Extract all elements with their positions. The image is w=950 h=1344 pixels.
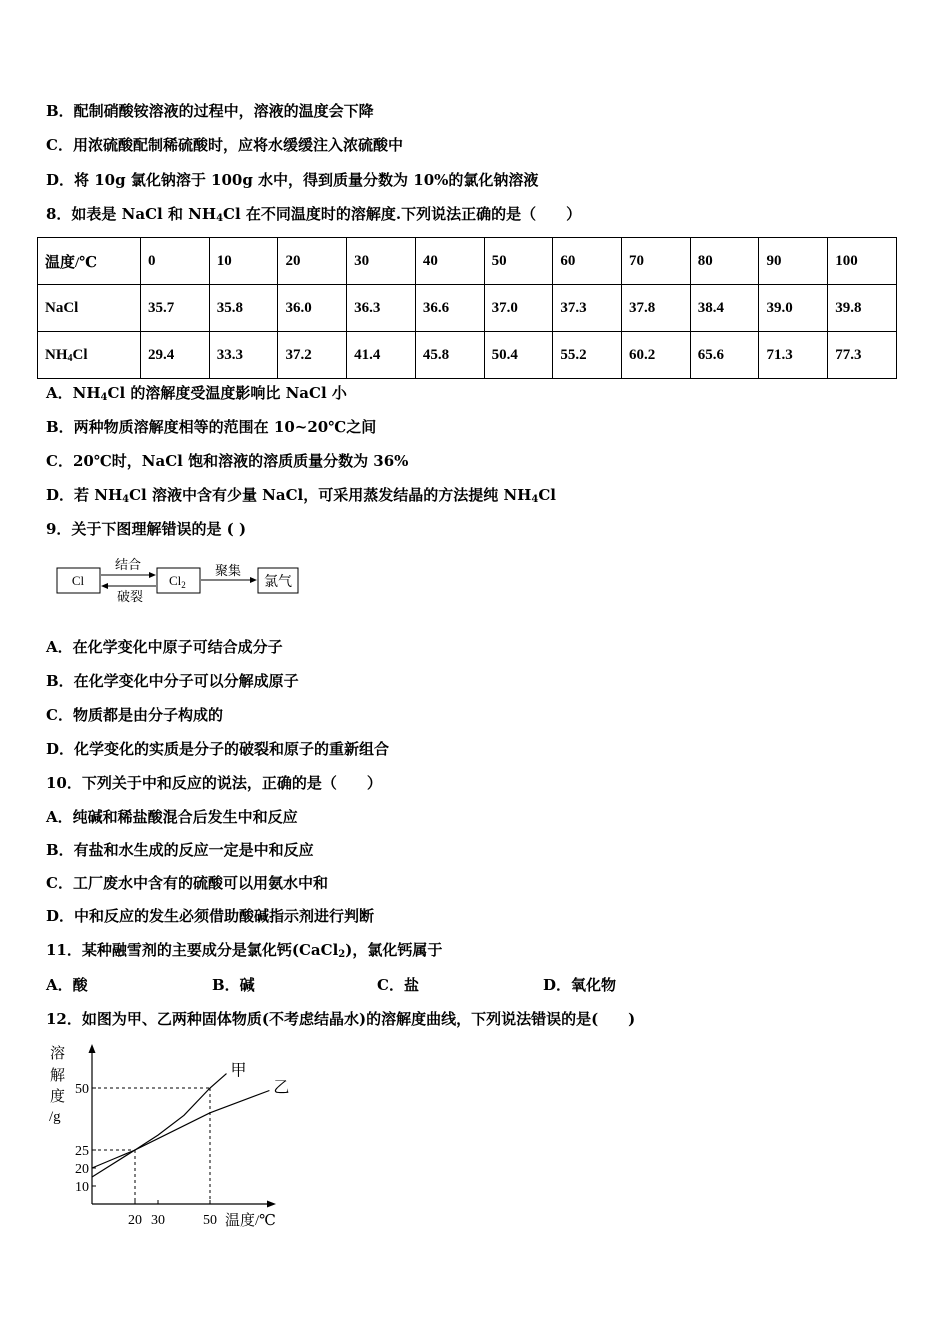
q9-option-d: D．化学变化的实质是分子的破裂和原子的重新组合 xyxy=(46,740,390,758)
series-line-yi xyxy=(92,1091,269,1178)
break-arrowhead xyxy=(101,583,108,589)
table-cell: 37.3 xyxy=(553,285,622,332)
q11-stem: 11．某种融雪剂的主要成分是氯化钙(CaCl$_2$)，氯化钙属于 xyxy=(46,941,443,960)
table-cell: 100 xyxy=(828,238,897,285)
q9-option-c: C．物质都是由分子构成的 xyxy=(46,706,223,724)
table-cell: 20 xyxy=(278,238,347,285)
table-cell: 37.0 xyxy=(484,285,553,332)
q11-option-a: A．酸 xyxy=(46,976,88,994)
table-cell: 39.0 xyxy=(759,285,828,332)
table-cell: 71.3 xyxy=(759,332,828,379)
table-cell: 45.8 xyxy=(415,332,484,379)
table-cell: 50 xyxy=(484,238,553,285)
table-cell: 70 xyxy=(622,238,691,285)
y-axis-label-3: 度 xyxy=(50,1089,66,1105)
y-tick-label: 25 xyxy=(75,1144,89,1159)
solubility-table xyxy=(37,237,897,379)
q10-option-b: B．有盐和水生成的反应一定是中和反应 xyxy=(46,841,314,859)
table-cell: 29.4 xyxy=(141,332,210,379)
table-cell: 39.8 xyxy=(828,285,897,332)
q11-option-d: D．氧化物 xyxy=(543,976,617,994)
table-cell: 30 xyxy=(347,238,416,285)
y-axis-arrowhead xyxy=(89,1044,96,1053)
solubility-curve-chart xyxy=(40,1040,300,1240)
q9-option-a: A．在化学变化中原子可结合成分子 xyxy=(46,638,283,656)
table-cell: 55.2 xyxy=(553,332,622,379)
y-tick-label: 20 xyxy=(75,1162,89,1177)
table-cell: 41.4 xyxy=(347,332,416,379)
q10-option-d: D．中和反应的发生必须借助酸碱指示剂进行判断 xyxy=(46,907,375,925)
row-label-nacl: NaCl xyxy=(38,285,141,332)
x-tick-label: 50 xyxy=(203,1213,217,1228)
chlorine-gas-label: 氯气 xyxy=(264,575,292,590)
y-axis-label-4: /g xyxy=(49,1109,61,1125)
aggregate-label: 聚集 xyxy=(214,563,242,578)
q11-option-c: C．盐 xyxy=(377,976,419,994)
molecule-diagram xyxy=(50,555,310,605)
q10-stem: 10．下列关于中和反应的说法，正确的是（ ） xyxy=(46,774,382,792)
table-cell: 37.8 xyxy=(622,285,691,332)
table-cell: 60.2 xyxy=(622,332,691,379)
y-tick-label: 50 xyxy=(75,1082,89,1097)
table-cell: 65.6 xyxy=(690,332,759,379)
series-label: 甲 xyxy=(230,1062,247,1080)
table-cell: 90 xyxy=(759,238,828,285)
q7-option-b: B．配制硝酸铵溶液的过程中，溶液的温度会下降 xyxy=(46,102,374,120)
table-cell: 35.7 xyxy=(141,285,210,332)
x-axis-arrowhead xyxy=(267,1201,276,1208)
q8-option-d: D．若 $NH_4Cl$ 溶液中含有少量 NaCl，可采用蒸发结晶的方法提纯 $NH_4Cl$ xyxy=(46,486,556,505)
table-cell: 36.6 xyxy=(415,285,484,332)
q9-stem: 9．关于下图理解错误的是 ( ) xyxy=(46,520,247,538)
table-cell: 37.2 xyxy=(278,332,347,379)
q8-stem: 8．如表是 NaCl 和 $NH_4Cl$ 在不同温度时的溶解度.下列说法正确的是（ ） xyxy=(46,205,582,224)
q10-option-a: A．纯碱和稀盐酸混合后发生中和反应 xyxy=(46,808,298,826)
combine-label: 结合 xyxy=(114,557,142,572)
series-label: 乙 xyxy=(273,1079,290,1097)
q7-option-d: D．将 10g 氯化钠溶于 100g 水中，得到质量分数为 10%的氯化钠溶液 xyxy=(46,171,539,189)
q8-option-b: B．两种物质溶解度相等的范围在 10~20℃之间 xyxy=(46,418,377,436)
table-cell: 50.4 xyxy=(484,332,553,379)
table-cell: 60 xyxy=(553,238,622,285)
molecule-label: $Cl_2$ xyxy=(169,573,186,590)
x-tick-label: 20 xyxy=(128,1213,142,1228)
header-cell: 温度/℃ xyxy=(38,238,141,285)
y-axis-label-1: 溶 xyxy=(50,1046,66,1062)
q8-option-c: C．20℃时，NaCl 饱和溶液的溶质质量分数为 36% xyxy=(46,452,409,470)
table-row-nh4cl xyxy=(38,332,897,379)
table-cell: 80 xyxy=(690,238,759,285)
break-label: 破裂 xyxy=(116,589,144,604)
q11-option-b: B．碱 xyxy=(212,976,255,994)
y-tick-label: 10 xyxy=(75,1180,89,1195)
table-cell: 40 xyxy=(415,238,484,285)
table-cell: 0 xyxy=(141,238,210,285)
row-label-nh4cl: $NH_4Cl$ xyxy=(38,332,141,379)
atom-label: Cl xyxy=(71,573,85,588)
table-cell: 10 xyxy=(209,238,278,285)
aggregate-arrowhead xyxy=(250,577,257,583)
table-cell: 77.3 xyxy=(828,332,897,379)
table-cell: 36.3 xyxy=(347,285,416,332)
table-row-nacl xyxy=(38,285,897,332)
table-cell: 33.3 xyxy=(209,332,278,379)
table-cell: 36.0 xyxy=(278,285,347,332)
q12-stem: 12．如图为甲、乙两种固体物质(不考虑结晶水)的溶解度曲线，下列说法错误的是( ) xyxy=(46,1010,636,1028)
table-cell: 38.4 xyxy=(690,285,759,332)
combine-arrowhead xyxy=(149,572,156,578)
table-row-temperature xyxy=(38,238,897,285)
table-cell: 35.8 xyxy=(209,285,278,332)
y-axis-label-2: 解 xyxy=(50,1068,66,1084)
q9-option-b: B．在化学变化中分子可以分解成原子 xyxy=(46,672,299,690)
x-tick-label: 30 xyxy=(151,1213,165,1228)
q7-option-c: C．用浓硫酸配制稀硫酸时，应将水缓缓注入浓硫酸中 xyxy=(46,136,403,154)
x-axis-label: 温度/℃ xyxy=(225,1213,276,1229)
q10-option-c: C．工厂废水中含有的硫酸可以用氨水中和 xyxy=(46,874,328,892)
q8-option-a: A．$NH_4Cl$ 的溶解度受温度影响比 NaCl 小 xyxy=(46,384,347,403)
